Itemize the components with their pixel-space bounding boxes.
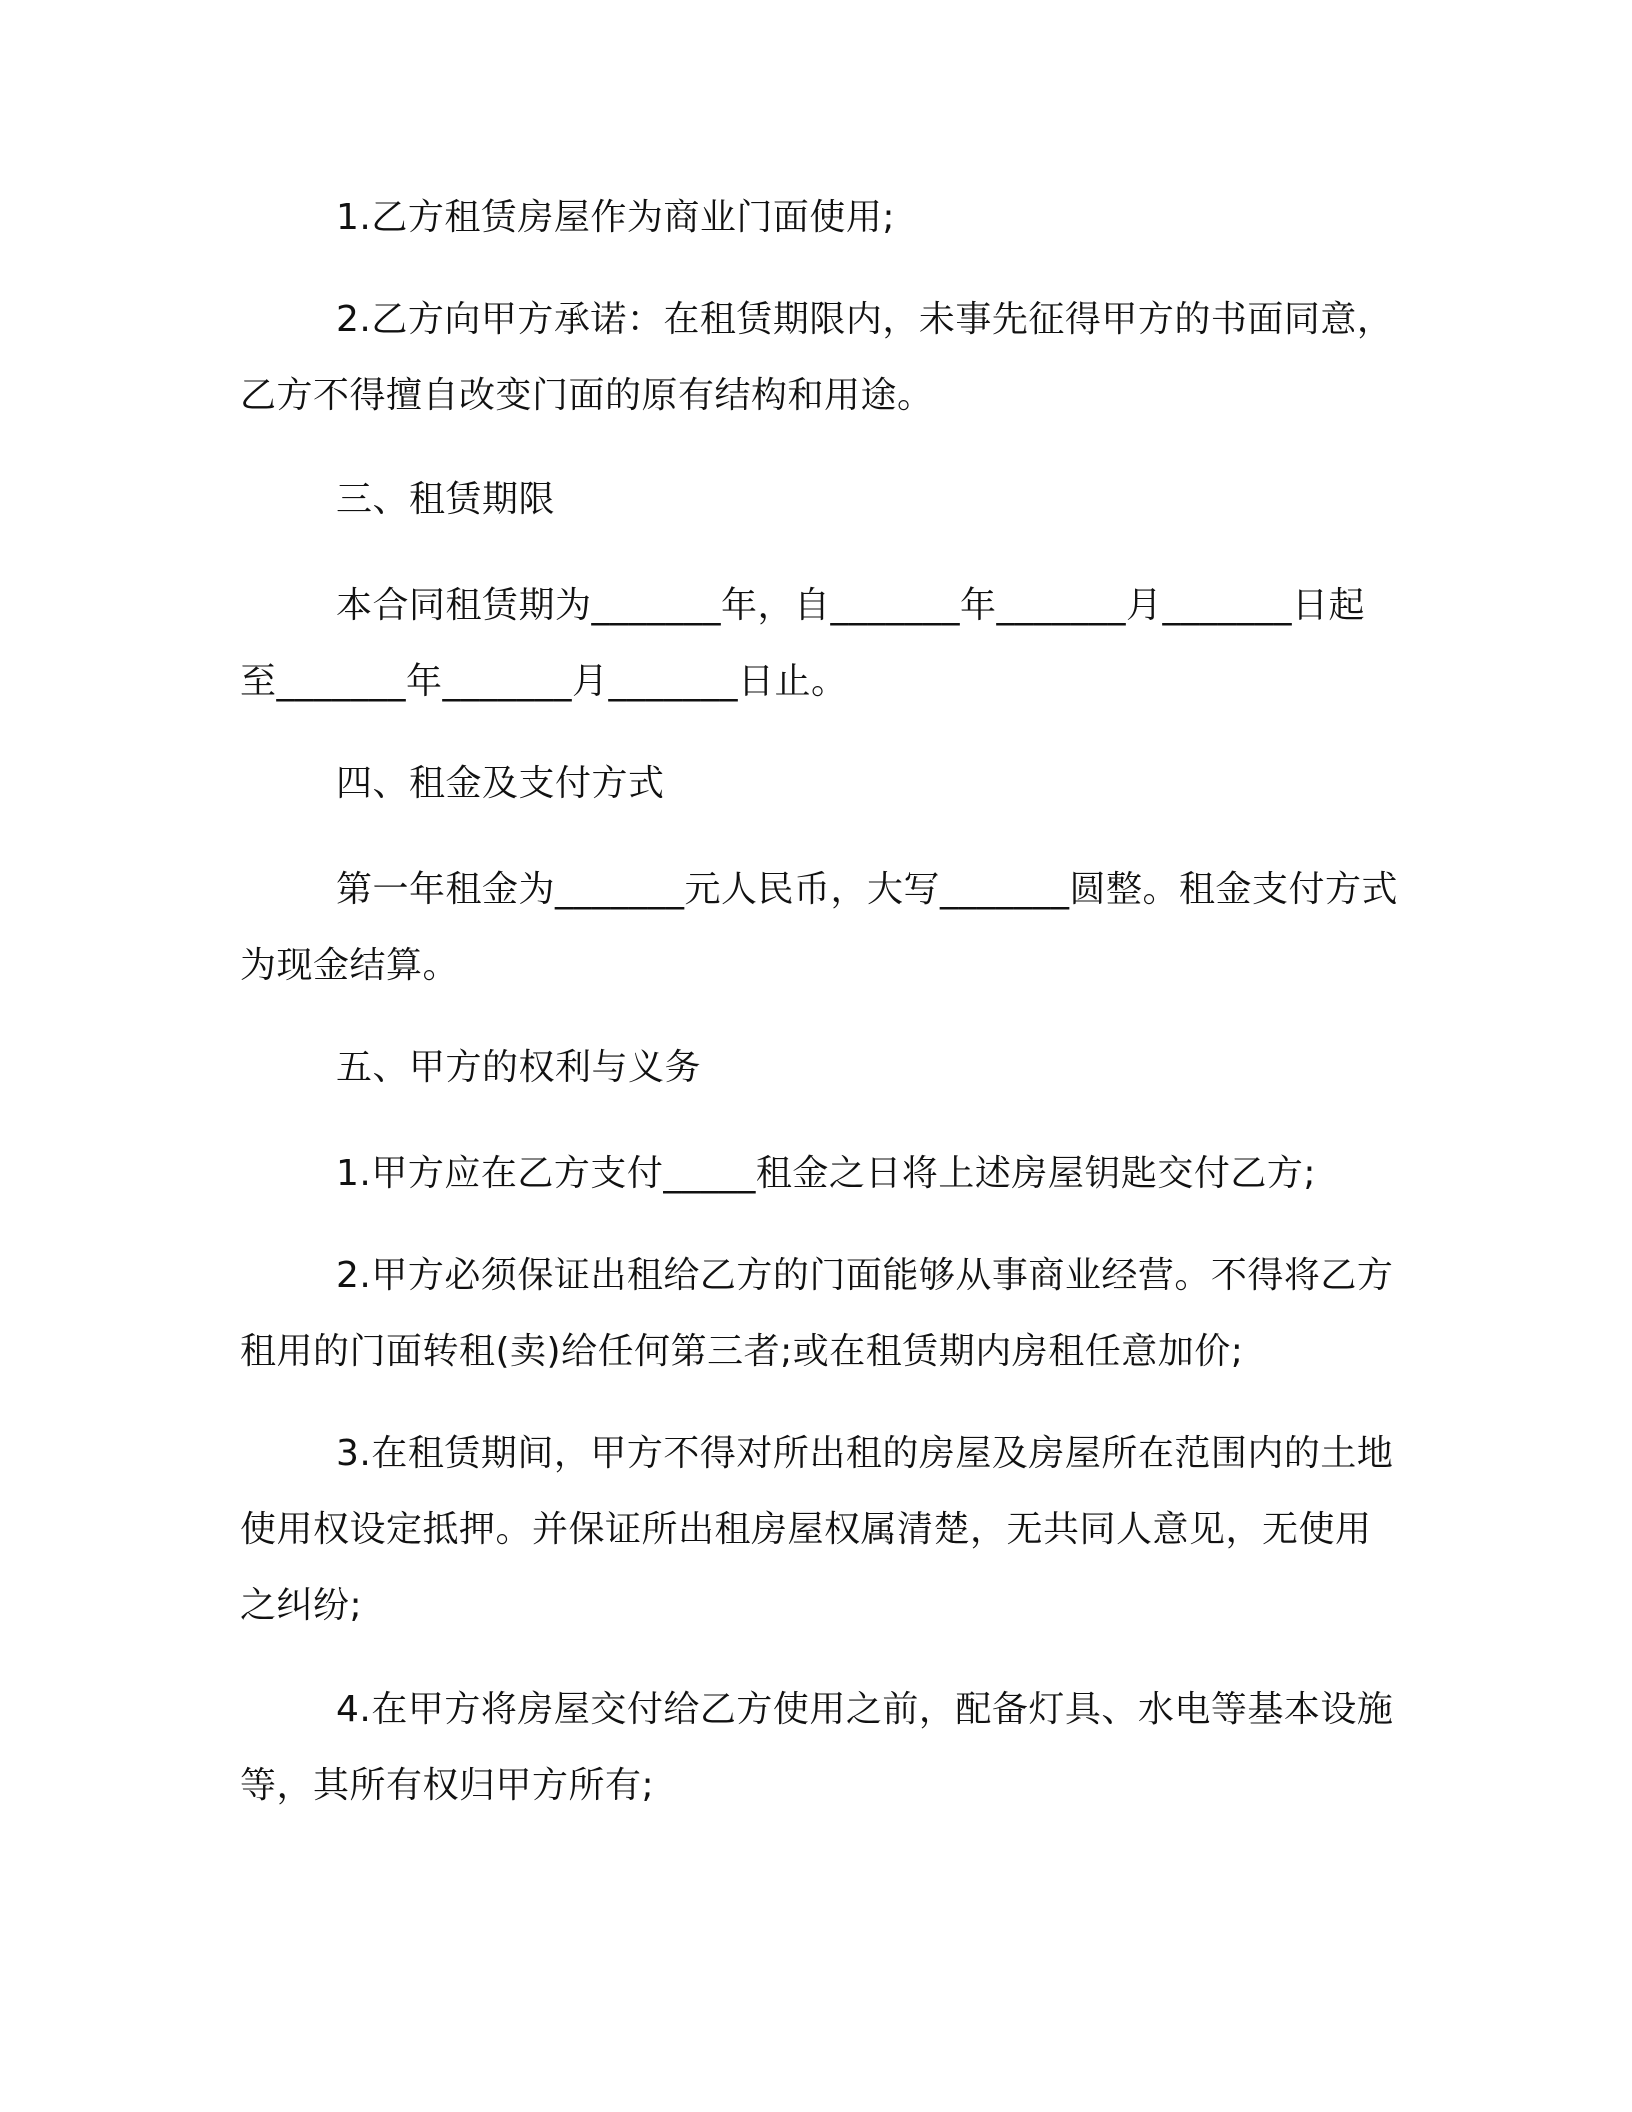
rent-text: 第一年租金为_______元人民币，大写_______圆整。租金支付方式为现金结算。: [240, 869, 1399, 986]
section-heading-rent: 四、租金及支付方式: [336, 763, 665, 804]
clause-a-4-facilities: 4.在甲方将房屋交付给乙方使用之前，配备灯具、水电等基本设施等，其所有权归甲方所有;: [240, 1689, 1394, 1806]
section-heading-party-a: 五、甲方的权利与义务: [336, 1047, 702, 1088]
clause-a-2-business: 2.甲方必须保证出租给乙方的门面能够从事商业经营。不得将乙方租用的门面转租(卖)给任何第三者;或在租赁期内房租任意加价;: [240, 1255, 1394, 1372]
clause-b-2-promise: 2.乙方向甲方承诺：在租赁期限内，未事先征得甲方的书面同意，乙方不得擅自改变门面的原有结构和用途。: [240, 299, 1394, 416]
clause-a-3-mortgage: 3.在租赁期间，甲方不得对所出租的房屋及房屋所在范围内的土地使用权设定抵押。并保证所出租房屋权属清楚，无共同人意见，无使用之纠纷;: [240, 1433, 1394, 1626]
clause-a-1-keys: 1.甲方应在乙方支付_____租金之日将上述房屋钥匙交付乙方;: [336, 1153, 1316, 1194]
clause-b-1-usage: 1.乙方租赁房屋作为商业门面使用;: [336, 197, 895, 238]
section-heading-lease-term: 三、租赁期限: [336, 479, 556, 520]
lease-term-text: 本合同租赁期为_______年，自_______年_______月_______日起至_______年_______月_______日止。: [240, 585, 1366, 702]
